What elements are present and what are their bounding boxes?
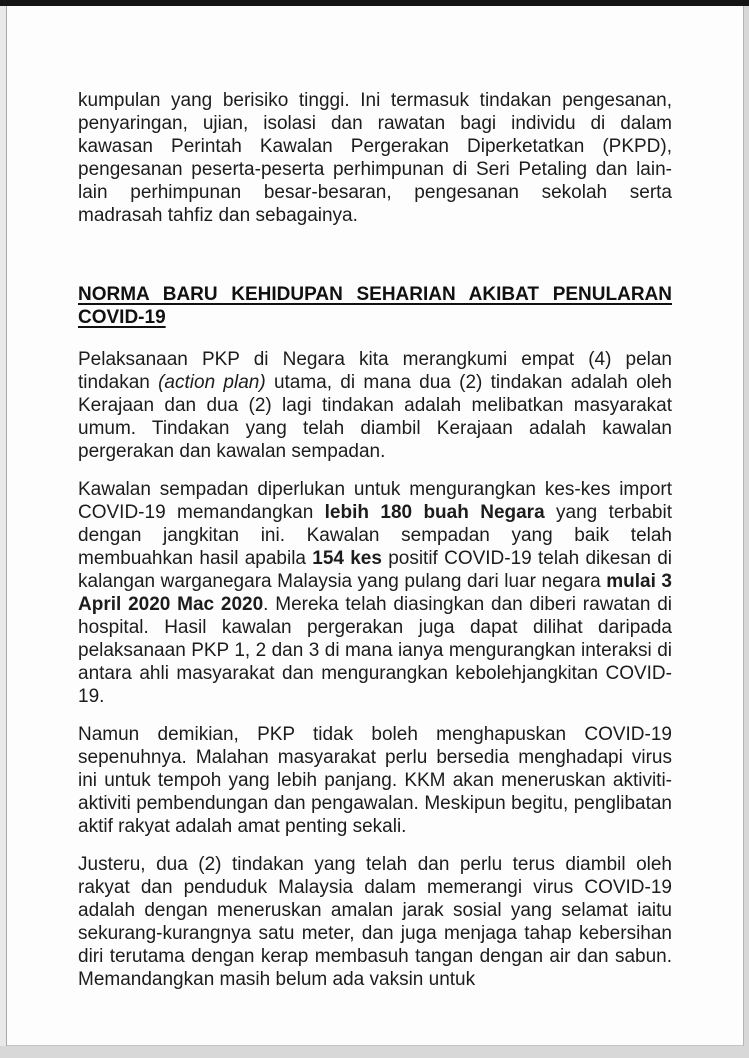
scan-left-edge — [0, 6, 7, 1046]
paragraph-border-control: Kawalan sempadan diperlukan untuk mengurangkan kes-kes import COVID-19 memandangkan lebih 180 buah Negara yang terbabit dengan jangkitan ini. Kawalan sempadan yang baik telah membuahkan hasil apabila 154 kes positif COVID-19 telah dikesan di kalangan warganegara Malaysia yang pulang dari luar negara mulai 3 April 2020 Mac 2020. Mereka telah diasingkan dan diberi rawatan di hospital. Hasil kawalan pergerakan juga dapat dilihat daripada pelaksanaan PKP 1, 2 dan 3 di mana ianya mengurangkan interaksi di antara ahli masyarakat dan mengurangkan kebolehjangkitan COVID-19. — [78, 479, 672, 707]
section-heading-line-1: NORMA BARU KEHIDUPAN SEHARIAN AKIBAT PENULARAN — [78, 284, 672, 305]
document-page — [7, 6, 744, 1046]
paragraph-public-actions: Justeru, dua (2) tindakan yang telah dan perlu terus diambil oleh rakyat dan penduduk Malaysia dalam memerangi virus COVID-19 adalah dengan meneruskan amalan jarak sosial yang selamat iaitu sekurang-kurangnya satu meter, dan juga menjaga tahap kebersihan diri terutama dengan kerap membasuh tangan dengan air dan sabun. Memandangkan masih belum ada vaksin untuk — [78, 854, 672, 990]
page-content — [7, 6, 743, 991]
section-heading-line-2: COVID-19 — [78, 307, 166, 328]
paragraph-pkp-action-plans: Pelaksanaan PKP di Negara kita merangkumi empat (4) pelan tindakan (action plan) utama, di mana dua (2) tindakan adalah oleh Kerajaan dan dua (2) lagi tindakan adalah melibatkan masyarakat umum. Tindakan yang telah diambil Kerajaan adalah kawalan pergerakan dan kawalan sempadan. — [78, 349, 672, 462]
paragraph-pkp-limitations: Namun demikian, PKP tidak boleh menghapuskan COVID-19 sepenuhnya. Malahan masyarakat perlu bersedia menghadapi virus ini untuk tempoh yang lebih panjang. KKM akan meneruskan aktiviti-aktiviti pembendungan dan pengawalan. Meskipun begitu, penglibatan aktif rakyat adalah amat penting sekali. — [78, 724, 672, 837]
paragraph-risk-groups: kumpulan yang berisiko tinggi. Ini termasuk tindakan pengesanan, penyaringan, ujian, isolasi dan rawatan bagi individu di dalam kawasan Perintah Kawalan Pergerakan Diperketatkan (PKPD), pengesanan peserta-peserta perhimpunan di Seri Petaling dan lain-lain perhimpunan besar-besaran, pengesanan sekolah serta madrasah tahfiz dan sebagainya. — [78, 90, 672, 226]
section-heading — [78, 283, 672, 329]
